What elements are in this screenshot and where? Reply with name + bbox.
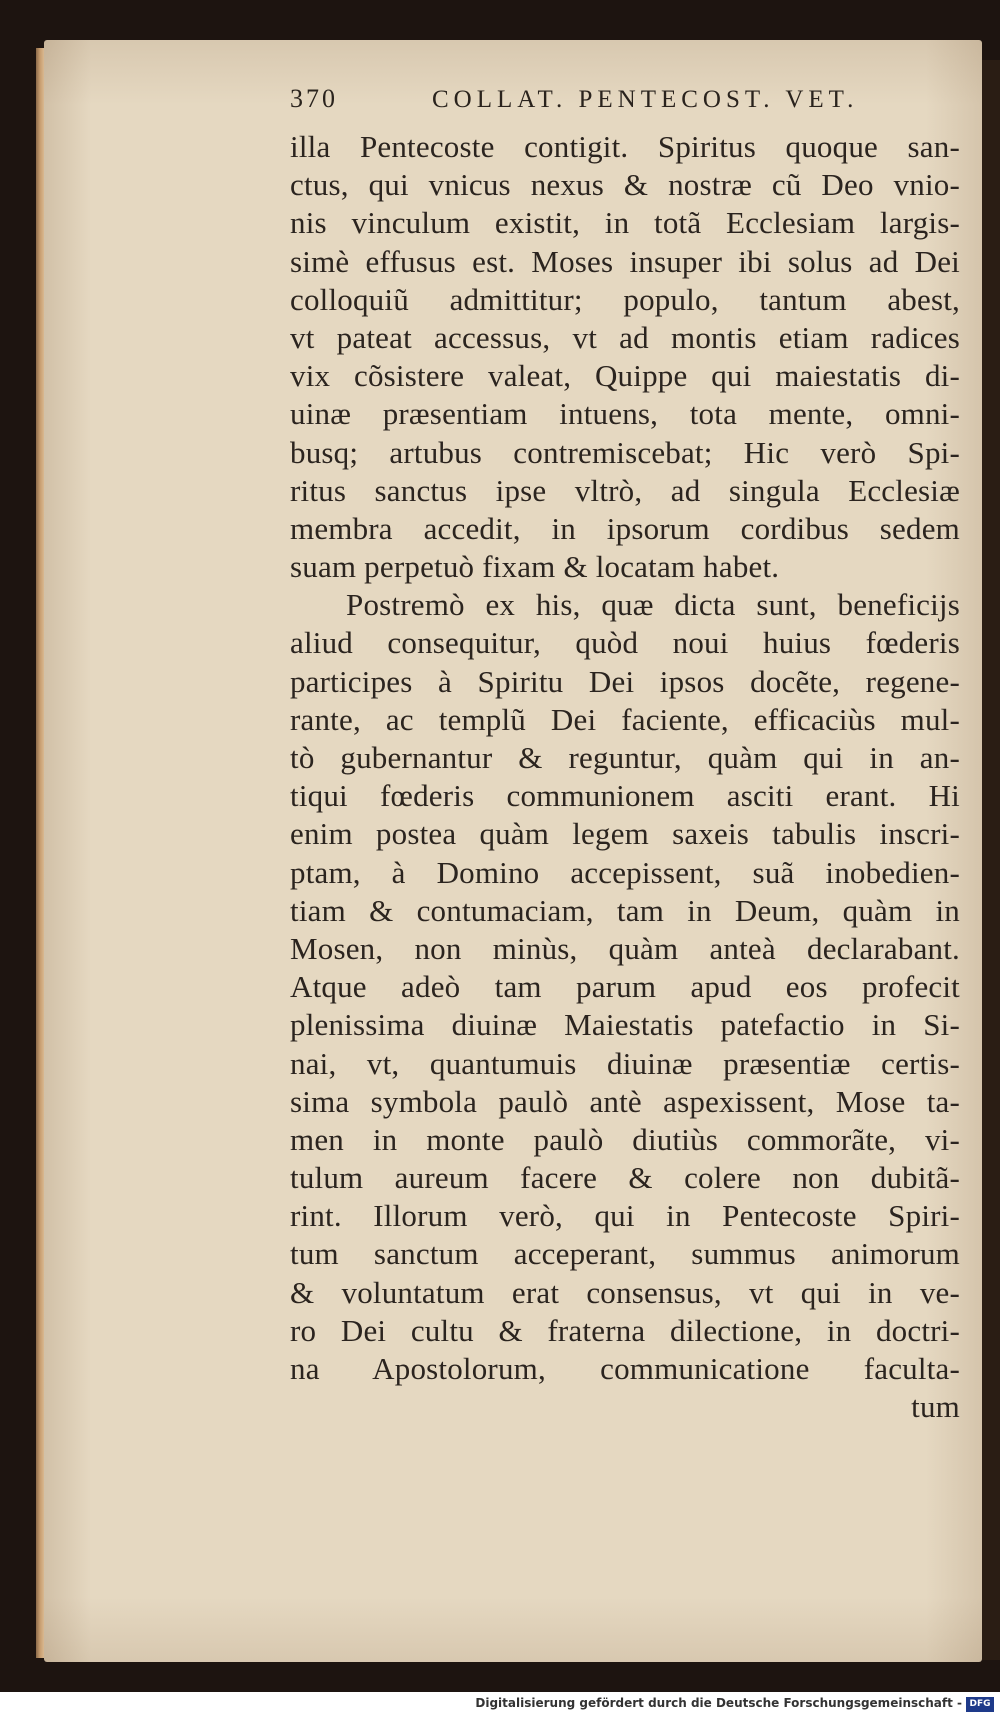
text-line: ptam, à Domino accepissent, suã inobedien- xyxy=(290,854,960,890)
digitization-footer xyxy=(0,1692,1000,1718)
running-head xyxy=(290,84,930,124)
text-line: ritus sanctus ipse vltrò, ad singula Ecclesiæ xyxy=(290,472,960,508)
text-line: busq; artubus contremiscebat; Hic verò Spi- xyxy=(290,434,960,470)
text-block xyxy=(290,128,960,1426)
adjacent-page-edge xyxy=(982,60,1000,1660)
text-line: illa Pentecoste contigit. Spiritus quoque san- xyxy=(290,129,960,164)
text-line: participes à Spiritu Dei ipsos docẽte, regene- xyxy=(290,663,960,699)
catchword: tum xyxy=(911,1389,960,1425)
text-line: rante, ac templũ Dei faciente, efficaciùs mul- xyxy=(290,701,960,737)
text-line: nai, vt, quantumuis diuinæ præsentiæ certis- xyxy=(290,1045,960,1081)
text-line: Mosen, non minùs, quàm anteà declarabant. xyxy=(290,930,960,966)
page-number: 370 xyxy=(290,84,338,113)
text-line: simè effusus est. Moses insuper ibi solus ad Dei xyxy=(290,243,960,279)
text-line: tulum aureum facere & colere non dubitã- xyxy=(290,1160,960,1196)
text-line: membra accedit, in ipsorum cordibus sedem xyxy=(290,510,960,546)
text-line: & voluntatum erat consensus, vt qui in ve- xyxy=(290,1274,960,1310)
text-line: ro Dei cultu & fraterna dilectione, in doctri- xyxy=(290,1312,960,1348)
text-line: uinæ præsentiam intuens, tota mente, omni- xyxy=(290,396,960,432)
text-line: vt pateat accessus, vt ad montis etiam radices xyxy=(290,319,960,355)
text-line: vix cõsistere valeat, Quippe qui maiestatis di- xyxy=(290,358,960,394)
text-line: rint. Illorum verò, qui in Pentecoste Spiri- xyxy=(290,1198,960,1234)
text-line: tiam & contumaciam, tam in Deum, quàm in xyxy=(290,892,960,928)
text-line: enim postea quàm legem saxeis tabulis inscri- xyxy=(290,816,960,852)
running-title: COLLAT. PENTECOST. VET. xyxy=(432,86,859,113)
text-line: nis vinculum existit, in totã Ecclesiam largis- xyxy=(290,205,960,241)
text-line: Atque adeò tam parum apud eos profecit xyxy=(290,969,960,1005)
footer-credit: Digitalisierung gefördert durch die Deutsche Forschungsgemeinschaft - xyxy=(475,1696,962,1710)
paragraph-start-line: Postremò ex his, quæ dicta sunt, beneficijs xyxy=(346,587,960,623)
text-line: ctus, qui vnicus nexus & nostræ cũ Deo vnio- xyxy=(290,167,960,203)
text-line: tum sanctum acceperant, summus animorum xyxy=(290,1236,960,1272)
text-line: men in monte paulò diutiùs commorãte, vi- xyxy=(290,1121,960,1157)
dfg-logo: DFG xyxy=(966,1697,994,1712)
text-line: sima symbola paulò antè aspexissent, Mose ta- xyxy=(290,1083,960,1119)
text-line: colloquiũ admittitur; populo, tantum abest, xyxy=(290,281,960,317)
text-line: aliud consequitur, quòd noui huius fœderis xyxy=(290,625,960,661)
text-line: tiqui fœderis communionem asciti erant. Hi xyxy=(290,778,960,814)
text-line: na Apostolorum, communicatione faculta- xyxy=(290,1351,960,1386)
text-line: suam perpetuò fixam & locatam habet. xyxy=(290,549,780,585)
text-line: plenissima diuinæ Maiestatis patefactio in Si- xyxy=(290,1007,960,1043)
text-line: tò gubernantur & reguntur, quàm qui in an- xyxy=(290,740,960,775)
